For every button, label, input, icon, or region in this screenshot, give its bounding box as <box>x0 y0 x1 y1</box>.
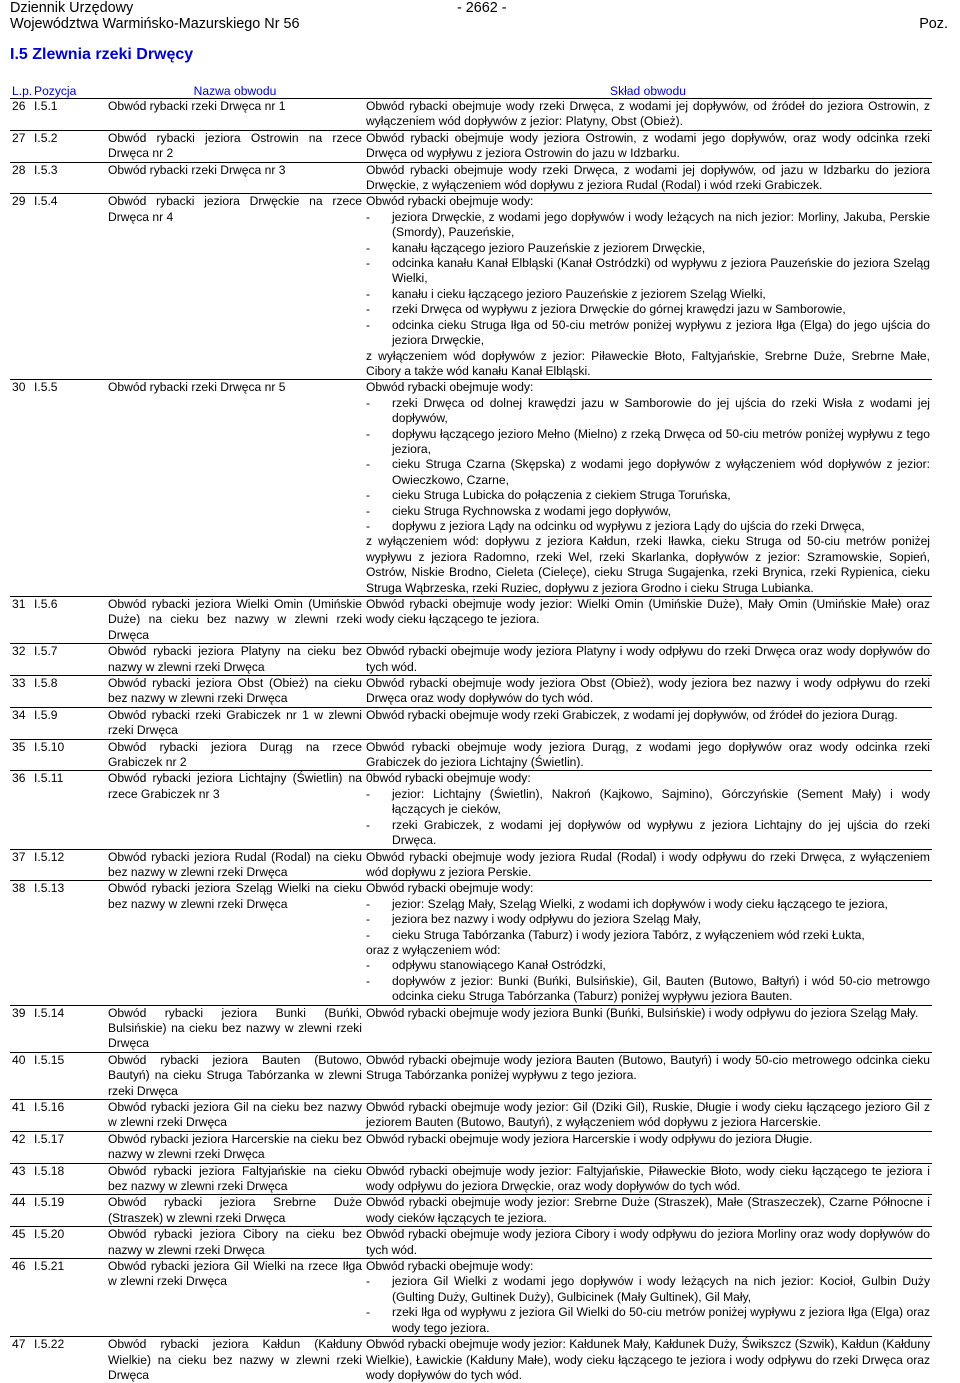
row-composition <box>364 1052 932 1099</box>
composition-list-item <box>366 958 930 973</box>
row-composition <box>364 1163 932 1195</box>
row-composition <box>364 130 932 162</box>
table-row <box>10 881 932 1005</box>
row-position: I.5.4 <box>34 194 58 209</box>
row-lp: 26 <box>12 99 26 113</box>
composition-list-item <box>366 928 930 943</box>
list-dash: - <box>366 256 371 271</box>
list-item-text: rzeki Drwęca od dolnej krawędzi jazu w Samborowie do jej ujścia do rzeki Wisła z wodami jej dopływów, <box>392 395 930 426</box>
list-dash: - <box>366 896 371 911</box>
row-position: I.5.12 <box>34 849 65 864</box>
row-district-name: Obwód rybacki jeziora Ostrowin na rzece Drwęca nr 2 <box>108 130 362 161</box>
table-row <box>10 1163 932 1195</box>
row-composition <box>364 99 932 131</box>
composition-paragraph: Obwód rybacki obejmuje wody jeziora Bauten (Butowo, Bautyń) i wody 50-cio metrowego odcinka cieku Struga Tabórzanka poniżej wypływu z tego jeziora. <box>366 1052 930 1083</box>
list-dash: - <box>366 286 371 301</box>
composition-paragraph: Obwód rybacki obejmuje wody: <box>366 1259 534 1274</box>
row-lp: 28 <box>12 162 26 177</box>
table-row <box>10 1259 932 1337</box>
row-lp: 37 <box>12 849 26 864</box>
list-item-text: cieku Struga Tabórzanka (Taburz) i wody jeziora Tabórz, z wyłączeniem wód rzeki Łukta, <box>392 927 865 942</box>
row-lp: 40 <box>12 1052 26 1067</box>
row-position: I.5.19 <box>34 1195 65 1210</box>
row-composition <box>364 644 932 676</box>
row-lp: 29 <box>12 194 26 209</box>
row-district-name: Obwód rybacki rzeki Grabiczek nr 1 w zlewni rzeki Drwęca <box>108 707 362 738</box>
fishing-districts-table <box>10 84 932 1383</box>
list-dash: - <box>366 927 371 942</box>
composition-paragraph: Obwód rybacki obejmuje wody jezior: Gil (Dziki Gil), Ruskie, Długie i wody cieku łączącego jezioro Gil z jeziorem Bauten (Butowo, Bautyń), z wyłączeniem wód dopływu z jeziora Harcerskie. <box>366 1100 930 1130</box>
row-composition <box>364 707 932 739</box>
row-position: I.5.7 <box>34 644 58 659</box>
composition-paragraph: Obwód rybacki obejmuje wody jezior: Faltyjańskie, Piławeckie Błoto, wody cieku łączącego te jeziora i wody odpływu do jeziora Drwęckie, oraz wody dopływów do tych wód. <box>366 1163 930 1194</box>
row-position: I.5.18 <box>34 1163 65 1178</box>
row-position: I.5.2 <box>34 130 58 145</box>
header-district-name: Nazwa obwodu <box>193 84 277 98</box>
table-row <box>10 644 932 676</box>
table-row <box>10 1227 932 1259</box>
composition-list-item <box>366 504 930 519</box>
row-lp: 31 <box>12 597 26 611</box>
row-district-name: Obwód rybacki jeziora Bauten (Butowo, Bautyń) na cieku Struga Tabórzanka w zlewni rzeki Drwęca <box>108 1052 362 1098</box>
row-position: I.5.13 <box>34 881 65 896</box>
row-district-name: Obwód rybacki jeziora Faltyjańskie na cieku bez nazwy w zlewni rzeki Drwęca <box>108 1163 362 1194</box>
header-lp: L.p. <box>12 84 33 98</box>
row-district-name: Obwód rybacki jeziora Lichtajny (Świetlin) na rzece Grabiczek nr 3 <box>108 771 362 801</box>
table-row <box>10 194 932 380</box>
list-item-text: jeziora Drwęckie, z wodami jego dopływów i wody leżących na nich jezior: Morliny, Jakuba, Perskie (Smordy), Pauzeńskie, <box>392 209 930 240</box>
composition-paragraph: Obwód rybacki obejmuje wody jeziora Cibory i wody odpływu do jeziora Morliny oraz wody dopływów do tych wód. <box>366 1227 930 1257</box>
row-position: I.5.3 <box>34 162 58 177</box>
table-row <box>10 771 932 849</box>
row-composition <box>364 1131 932 1163</box>
composition-paragraph: Obwód rybacki obejmuje wody jeziora Harcerskie i wody odpływu do jeziora Długie. <box>366 1131 813 1146</box>
table-row <box>10 380 932 597</box>
table-header-row <box>10 84 932 99</box>
composition-list-item <box>366 488 930 503</box>
list-item-text: odcinka kanału Kanał Elbląski (Kanał Ostródzki) od wypływu z jeziora Pauzeńskie do jeziora Szeląg Wielki, <box>392 256 930 286</box>
table-row <box>10 162 932 194</box>
row-position: I.5.22 <box>34 1337 65 1352</box>
table-row <box>10 1052 932 1099</box>
list-dash: - <box>366 488 371 503</box>
list-item-text: dopływów z jezior: Bunki (Buńki, Bulsińskie), Gil, Bauten (Butowo, Bałtyń) i wód 50-cio metrowgo odcinka cieku Struga Tabórzanka (Taburz) poniżej wypływu jeziora Bauten. <box>392 973 930 1004</box>
row-lp: 38 <box>12 881 26 896</box>
row-lp: 33 <box>12 676 26 691</box>
composition-list-item <box>366 787 930 818</box>
row-composition <box>364 194 932 380</box>
table-row <box>10 676 932 708</box>
row-composition <box>364 1227 932 1259</box>
row-district-name: Obwód rybacki rzeki Drwęca nr 5 <box>108 380 286 395</box>
row-composition <box>364 771 932 849</box>
list-item-text: jezior: Lichtajny (Świetlin), Nakroń (Kajkowo, Sajmino), Górczyńskie (Sement Mały) i wody łączących je cieków, <box>392 786 930 817</box>
row-lp: 27 <box>12 130 26 145</box>
row-lp: 32 <box>12 644 26 659</box>
composition-paragraph: Obwód rybacki obejmuje wody jeziora Rudal (Rodal) i wody odpływu do rzeki Drwęca, z wyłączeniem wód dopływu z jeziora Perskie. <box>366 849 930 879</box>
composition-list-item <box>366 818 930 849</box>
list-dash: - <box>366 302 371 317</box>
row-district-name: Obwód rybacki jeziora Durąg na rzece Grabiczek nr 2 <box>108 739 362 770</box>
composition-list-item <box>366 318 930 349</box>
row-lp: 30 <box>12 380 26 395</box>
table-row <box>10 99 932 131</box>
journal-title: Dziennik Urzędowy <box>10 0 134 16</box>
list-dash: - <box>366 1305 371 1320</box>
list-dash: - <box>366 317 371 332</box>
header-composition: Skład obwodu <box>610 84 686 98</box>
list-item-text: dopływu z jeziora Lądy na odcinku od wypływu z jeziora Lądy do ujścia do rzeki Drwęca, <box>392 518 865 533</box>
row-district-name: Obwód rybacki jeziora Gil na cieku bez nazwy w zlewni rzeki Drwęca <box>108 1100 362 1130</box>
composition-paragraph: Obwód rybacki obejmuje wody jeziora Platyny i wody odpływu do rzeki Drwęca oraz wody dopływów do tych wód. <box>366 644 930 674</box>
composition-list-item <box>366 396 930 427</box>
composition-paragraph: Obwód rybacki obejmuje wody jezior: Wielki Omin (Umińskie Duże), Mały Omin (Umińskie Małe) oraz wody cieku łączącego te jeziora. <box>366 597 930 627</box>
composition-list-item <box>366 241 930 256</box>
list-item-text: rzeki Iłga od wypływu z jeziora Gil Wielki do 50-ciu metrów poniżej wypływu z jeziora Iłga (Elga) oraz wody tego jeziora. <box>392 1305 930 1335</box>
list-item-text: jeziora Gil Wielki z wodami jego dopływów i wody leżących na nich jezior: Kocioł, Gulbin Duży (Gulting Duży, Gultinek Duży), Gulbicinek (Mały Gultinek), Gil Mały, <box>392 1274 930 1304</box>
row-lp: 36 <box>12 771 26 786</box>
list-dash: - <box>366 817 371 832</box>
row-composition <box>364 1337 932 1383</box>
row-composition <box>364 1005 932 1052</box>
row-position: I.5.5 <box>34 380 58 395</box>
list-item-text: rzeki Drwęca od wypływu z jeziora Drwęckie do górnej krawędzi jazu w Samborowie, <box>392 302 846 317</box>
row-composition <box>364 1259 932 1337</box>
row-district-name: Obwód rybacki jeziora Drwęckie na rzece Drwęca nr 4 <box>108 194 362 224</box>
composition-list-item <box>366 287 930 302</box>
row-composition <box>364 597 932 644</box>
composition-paragraph: z wyłączeniem wód: dopływu z jeziora Kałdun, rzeki Iławka, cieku Struga od 50-ciu metrów poniżej wypływu z jeziora Radomno, rzeki Wel, rzeki Skarlanka, dopływów z jezior: Szramowskie, Sopień, Ostrów, Niskie Brodno, Cieleta (Cieleçe), cieku Struga Sugajenka, rzeki Brynica, rzeki Rypienica, cieku Struga Wąbrzeska, rzeki Ruziec, dopływu z jeziora Grodno i cieku Struga Lubianka. <box>366 534 930 595</box>
table-row <box>10 1337 932 1383</box>
table-row <box>10 130 932 162</box>
row-lp: 41 <box>12 1100 26 1114</box>
row-district-name: Obwód rybacki rzeki Drwęca nr 1 <box>108 99 286 113</box>
list-item-text: cieku Struga Czarna (Skępska) z wodami jego dopływów z wyłączeniem wód dopływów z jezior: Owieczkowo, Czarne, <box>392 457 930 487</box>
row-position: I.5.15 <box>34 1052 65 1067</box>
composition-paragraph: Obwód rybacki obejmuje wody jeziora Bunki (Buńki, Bulsińskie) i wody odpływu do jeziora Szeląg Mały. <box>366 1005 919 1020</box>
row-lp: 47 <box>12 1337 26 1352</box>
composition-paragraph: Obwód rybacki obejmuje wody jezior: Srebrne Duże (Straszek), Małe (Straszeczek), Czarne Północne i wody cieków łączących te jeziora. <box>366 1195 930 1225</box>
row-position: I.5.20 <box>34 1227 65 1242</box>
composition-list-item <box>366 912 930 927</box>
row-district-name: Obwód rybacki jeziora Szeląg Wielki na cieku bez nazwy w zlewni rzeki Drwęca <box>108 881 362 911</box>
row-position: I.5.17 <box>34 1131 65 1146</box>
row-district-name: Obwód rybacki jeziora Srebrne Duże (Straszek) w zlewni rzeki Drwęca <box>108 1195 362 1225</box>
list-dash: - <box>366 209 371 224</box>
row-position: I.5.6 <box>34 597 58 611</box>
composition-paragraph: Obwód rybacki obejmuje wody jeziora Obst (Obież), wody jeziora bez nazwy i wody odpływu do rzeki Drwęca oraz wody dopływów do tych wód. <box>366 676 930 706</box>
position-ref: Poz. <box>919 16 948 32</box>
composition-paragraph: Obwód rybacki obejmuje wody jeziora Durąg, z wodami jego dopływów oraz wody odcinka rzeki Grabiczek do jeziora Lichtajny (Świetlin). <box>366 739 930 770</box>
row-position: I.5.16 <box>34 1100 65 1114</box>
list-dash: - <box>366 240 371 255</box>
composition-paragraph: Obwód rybacki obejmuje wody rzeki Drwęca, z wodami jej dopływów, od źródeł do jeziora Ostrowin, z wyłączeniem wód dopływów z jezior: Platyny, Obst (Obież). <box>366 99 930 129</box>
row-district-name: Obwód rybacki jeziora Harcerskie na cieku bez nazwy w zlewni rzeki Drwęca <box>108 1131 362 1162</box>
row-composition <box>364 162 932 194</box>
row-position: I.5.9 <box>34 707 58 722</box>
row-lp: 45 <box>12 1227 26 1242</box>
list-dash: - <box>366 1274 371 1289</box>
row-lp: 35 <box>12 739 26 754</box>
row-district-name: Obwód rybacki jeziora Gil Wielki na rzece Iłga w zlewni rzeki Drwęca <box>108 1259 362 1289</box>
row-district-name: Obwód rybacki jeziora Bunki (Buńki, Bulsińskie) na cieku bez nazwy w zlewni rzeki Drwęca <box>108 1005 362 1051</box>
list-dash: - <box>366 457 371 472</box>
row-district-name: Obwód rybacki rzeki Drwęca nr 3 <box>108 162 286 177</box>
composition-list-item <box>366 457 930 488</box>
list-item-text: cieku Struga Rychnowska z wodami jego dopływów, <box>392 503 671 518</box>
list-dash: - <box>366 786 371 801</box>
composition-paragraph: z wyłączeniem wód dopływów z jezior: Piławeckie Błoto, Faltyjańskie, Srebrne Duże, Srebrne Małe, Cibory a także wód kanału Kanał Elbląski. <box>366 348 930 378</box>
composition-list-item <box>366 897 930 912</box>
composition-list-item <box>366 519 930 534</box>
row-district-name: Obwód rybacki jeziora Rudal (Rodal) na cieku bez nazwy w zlewni rzeki Drwęca <box>108 849 362 879</box>
composition-list-item <box>366 302 930 317</box>
table-row <box>10 849 932 881</box>
header-position: Pozycja <box>34 84 77 98</box>
page-number: - 2662 - <box>457 0 507 16</box>
composition-list-item <box>366 1305 930 1336</box>
composition-paragraph: Obwód rybacki obejmuje wody jeziora Ostrowin, z wodami jego dopływów, oraz wody odcinka rzeki Drwęca od wypływu z jeziora Ostrowin do jazu w Idzbarku. <box>366 130 930 161</box>
list-dash: - <box>366 518 371 533</box>
list-item-text: kanału i cieku łączącego jezioro Pauzeńskie z jeziorem Szeląg Wielki, <box>392 286 766 301</box>
row-position: I.5.8 <box>34 676 58 691</box>
row-district-name: Obwód rybacki jeziora Kałdun (Kałduny Wielkie) na cieku bez nazwy w zlewni rzeki Drwęca <box>108 1337 362 1382</box>
composition-paragraph: 0bwód rybacki obejmuje wody: <box>366 771 531 786</box>
table-row <box>10 1131 932 1163</box>
row-district-name: Obwód rybacki jeziora Cibory na cieku bez nazwy w zlewni rzeki Drwęca <box>108 1227 362 1257</box>
row-lp: 39 <box>12 1005 26 1020</box>
row-position: I.5.1 <box>34 99 58 113</box>
row-lp: 43 <box>12 1163 26 1178</box>
table-row <box>10 1100 932 1132</box>
composition-list-item <box>366 256 930 287</box>
table-row <box>10 597 932 644</box>
row-composition <box>364 1195 932 1227</box>
row-lp: 42 <box>12 1131 26 1146</box>
row-composition <box>364 380 932 597</box>
composition-paragraph: Obwód rybacki obejmuje wody: <box>366 881 534 896</box>
row-composition <box>364 676 932 708</box>
list-dash: - <box>366 426 371 441</box>
table-row <box>10 739 932 771</box>
row-composition <box>364 739 932 771</box>
row-position: I.5.11 <box>34 771 64 786</box>
row-lp: 34 <box>12 707 26 722</box>
row-composition <box>364 1100 932 1132</box>
list-dash: - <box>366 912 371 927</box>
page-header <box>10 0 950 32</box>
row-composition <box>364 849 932 881</box>
table-row <box>10 1005 932 1052</box>
row-position: I.5.14 <box>34 1005 65 1020</box>
composition-paragraph: Obwód rybacki obejmuje wody: <box>366 380 534 395</box>
row-composition <box>364 881 932 1005</box>
composition-list-item <box>366 210 930 241</box>
row-district-name: Obwód rybacki jeziora Obst (Obież) na cieku bez nazwy w zlewni rzeki Drwęca <box>108 676 362 706</box>
list-item-text: rzeki Grabiczek, z wodami jej dopływów od wypływu z jeziora Lichtajny do jej ujścia do rzeki Drwęca. <box>392 817 930 848</box>
section-title: I.5 Zlewnia rzeki Drwęcy <box>10 46 194 63</box>
list-item-text: kanału łączącego jezioro Pauzeńskie z jeziorem Drwęckie, <box>392 240 706 255</box>
row-position: I.5.10 <box>34 739 65 754</box>
composition-paragraph: Obwód rybacki obejmuje wody jezior: Kałdunek Mały, Kałdunek Duży, Świkszcz (Szwik), Kałdun (Kałduny Wielkie), Ławickie (Kałduny Małe), wody cieku łączącego te jeziora i wody odpływu do rzeki Drwęca oraz wody dopływów do tych wód. <box>366 1337 930 1382</box>
row-position: I.5.21 <box>34 1259 65 1274</box>
row-lp: 46 <box>12 1259 26 1274</box>
list-item-text: cieku Struga Lubicka do połączenia z ciekiem Struga Toruńska, <box>392 488 731 503</box>
list-dash: - <box>366 503 371 518</box>
list-item-text: odcinka cieku Struga Iłga od 50-ciu metrów poniżej wypływu z jeziora Iłga (Elga) do jego ujścia do jeziora Drwęckie, <box>392 317 930 348</box>
row-lp: 44 <box>12 1195 26 1210</box>
list-item-text: jeziora bez nazwy i wody odpływu do jeziora Szeląg Mały, <box>392 912 701 927</box>
composition-list-item <box>366 1274 930 1305</box>
voivodeship-line: Województwa Warmińsko-Mazurskiego Nr 56 <box>10 16 300 32</box>
list-item-text: dopływu łączącego jezioro Mełno (Mielno) z rzeką Drwęca od 50-ciu metrów poniżej wypływu z tego jeziora, <box>392 426 930 456</box>
list-item-text: jezior: Szeląg Mały, Szeląg Wielki, z wodami ich dopływów i wody cieku łączącego te jeziora, <box>392 896 888 911</box>
list-dash: - <box>366 973 371 988</box>
composition-paragraph: oraz z wyłączeniem wód: <box>366 942 501 957</box>
list-dash: - <box>366 395 371 410</box>
row-district-name: Obwód rybacki jeziora Platyny na cieku bez nazwy w zlewni rzeki Drwęca <box>108 644 362 674</box>
composition-paragraph: Obwód rybacki obejmuje wody rzeki Grabiczek, z wodami jej dopływów, od źródeł do jeziora Durąg. <box>366 707 898 722</box>
row-district-name: Obwód rybacki jeziora Wielki Omin (Umińskie Duże) na cieku bez nazwy w zlewni rzeki Drwęca <box>108 597 362 642</box>
list-dash: - <box>366 958 371 973</box>
list-item-text: odpływu stanowiącego Kanał Ostródzki, <box>392 958 606 973</box>
composition-list-item <box>366 427 930 458</box>
table-row <box>10 707 932 739</box>
composition-paragraph: Obwód rybacki obejmuje wody rzeki Drwęca, z wodami jej dopływów, od jazu w Idzbarku do jeziora Drwęckie, z wyłączeniem wód dopływu z jeziora Rudal (Rodal) i wód rzeki Grabiczek. <box>366 162 930 193</box>
table-row <box>10 1195 932 1227</box>
composition-list-item <box>366 974 930 1005</box>
composition-paragraph: Obwód rybacki obejmuje wody: <box>366 194 534 209</box>
